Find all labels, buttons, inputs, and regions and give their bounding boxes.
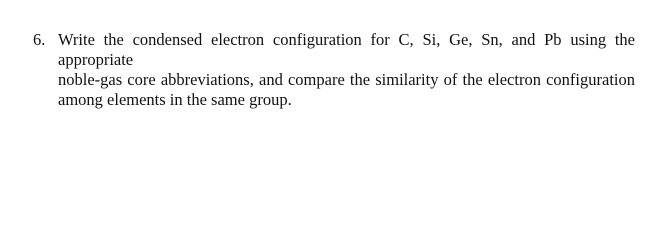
question-line-3: among elements in the same group.: [58, 90, 292, 109]
question-line-2: noble-gas core abbreviations, and compare the similarity of the electron configuration: [58, 70, 635, 89]
question-number: 6.: [33, 30, 46, 49]
question-line-1: Write the condensed electron configuration for C, Si, Ge, Sn, and Pb using the appropriate: [58, 30, 635, 69]
question-item: [33, 30, 635, 110]
question-text: [58, 30, 635, 110]
